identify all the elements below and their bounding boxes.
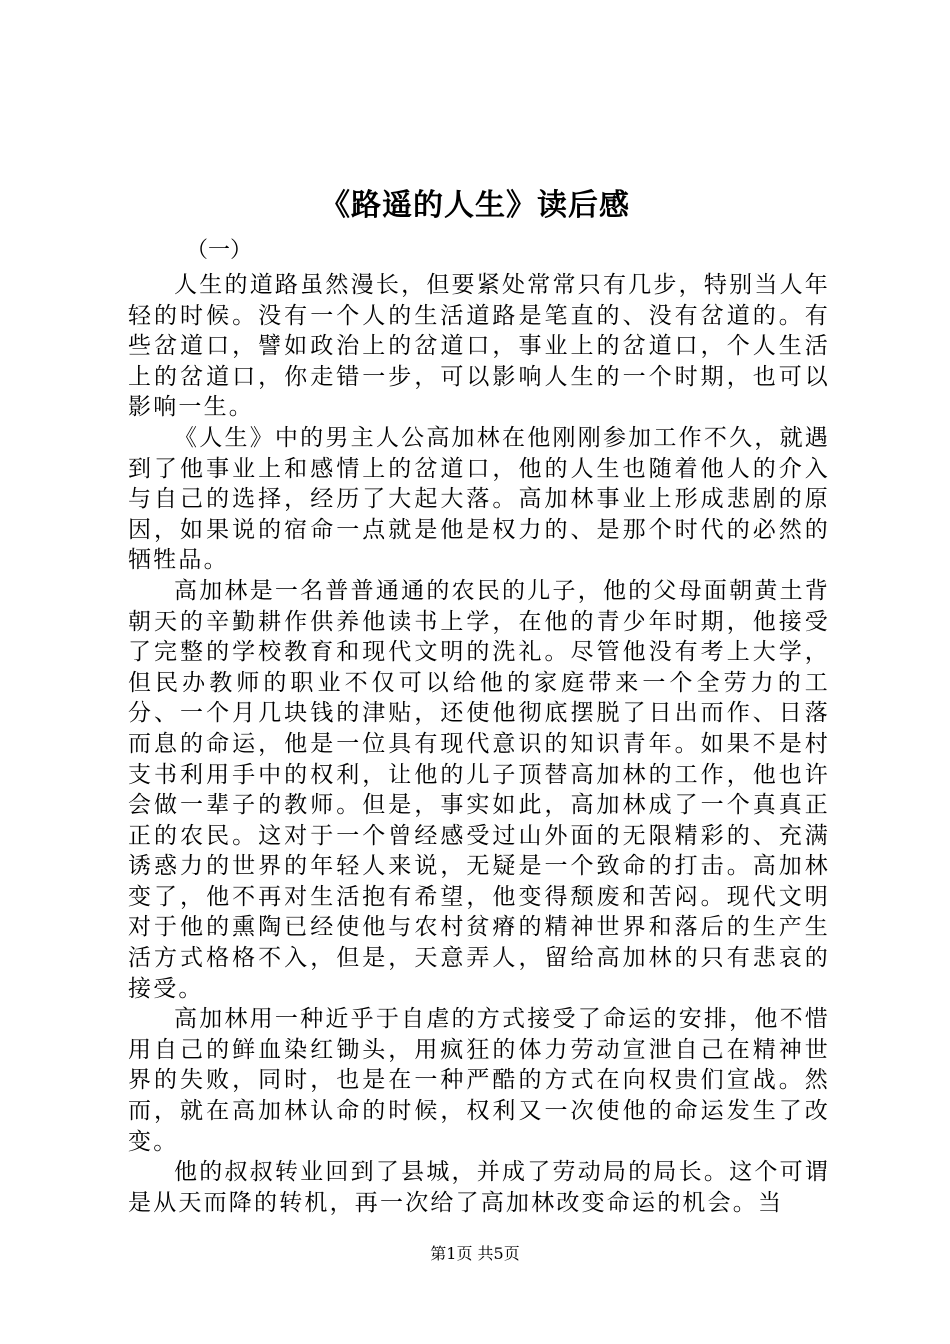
- page-footer: 第1页 共5页: [430, 1244, 520, 1263]
- document-title: 《路遥的人生》读后感: [320, 188, 630, 223]
- paragraph: 《人生》中的男主人公高加林在他刚刚参加工作不久，就遇到了他事业上和感情上的岔道口，他的人生也随着他人的介入与自己的选择，经历了大起大落。高加林事业上形成悲剧的原因，如果说的宿命一点就是他是权力的、是那个时代的必然的牺牲品。: [128, 424, 830, 574]
- section-label: （一）: [186, 238, 253, 263]
- paragraph: 他的叔叔转业回到了县城，并成了劳动局的局长。这个可谓是从天而降的转机，再一次给了高加林改变命运的机会。当: [128, 1159, 830, 1216]
- paragraph: 人生的道路虽然漫长，但要紧处常常只有几步，特别当人年轻的时候。没有一个人的生活道路是笔直的、没有岔道的。有些岔道口，譬如政治上的岔道口，事业上的岔道口，个人生活上的岔道口，你走错一步，可以影响人生的一个时期，也可以影响一生。: [128, 272, 830, 421]
- paragraph: 高加林是一名普普通通的农民的儿子，他的父母面朝黄土背朝天的辛勤耕作供养他读书上学，在他的青少年时期，他接受了完整的学校教育和现代文明的洗礼。尽管他没有考上大学，但民办教师的职业不仅可以给他的家庭带来一个全劳力的工分、一个月几块钱的津贴，还使他彻底摆脱了日出而作、日落而息的命运，他是一位具有现代意识的知识青年。如果不是村支书利用手中的权利，让他的儿子顶替高加林的工作，他也许会做一辈子的教师。但是，事实如此，高加林成了一个真真正正的农民。这对于一个曾经感受过山外面的无限精彩的、充满诱惑力的世界的年轻人来说，无疑是一个致命的打击。高加林变了，他不再对生活抱有希望，他变得颓废和苦闷。现代文明对于他的熏陶已经使他与农村贫瘠的精神世界和落后的生产生活方式格格不入，但是，天意弄人，留给高加林的只有悲哀的接受。: [128, 577, 830, 1002]
- body-text: [128, 270, 830, 1218]
- paragraph: 高加林用一种近乎于自虐的方式接受了命运的安排，他不惜用自己的鲜血染红锄头，用疯狂的体力劳动宣泄自己在精神世界的失败，同时，也是在一种严酷的方式在向权贵们宣战。然而，就在高加林认命的时候，权利又一次使他的命运发生了改变。: [128, 1006, 830, 1155]
